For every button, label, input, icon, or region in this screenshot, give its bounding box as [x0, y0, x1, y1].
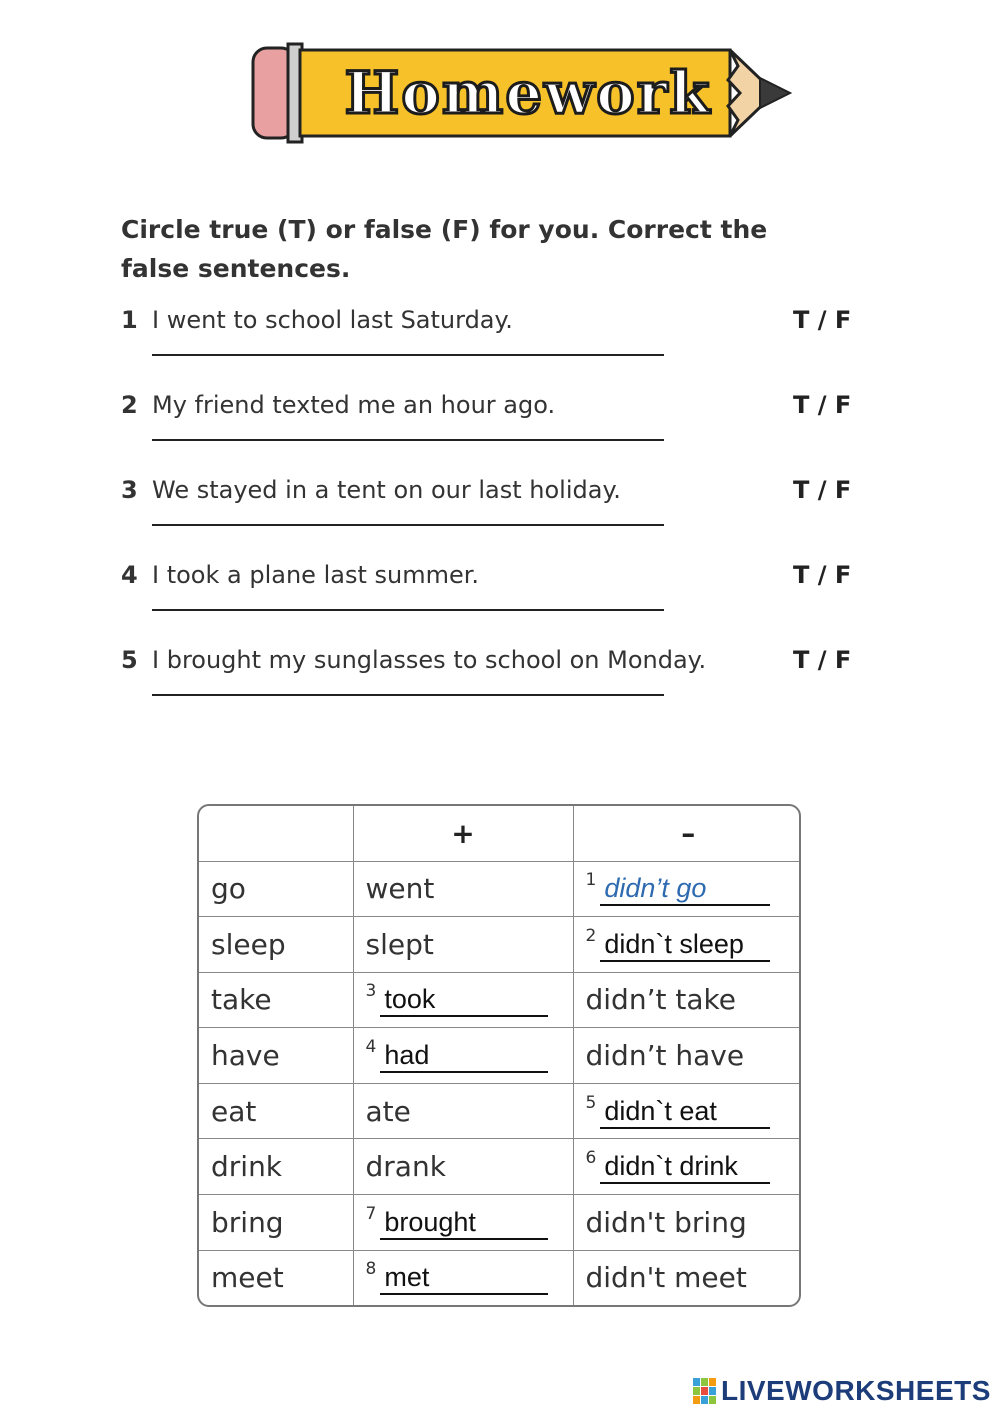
verb-table [197, 804, 801, 1307]
question-item [121, 306, 861, 386]
past-negative-cell [573, 917, 801, 973]
question-text: I went to school last Saturday. [152, 306, 513, 334]
past-positive: slept [353, 917, 573, 973]
question-text: My friend texted me an hour ago. [152, 391, 556, 419]
past-positive: went [353, 861, 573, 917]
header-minus: – [573, 806, 801, 861]
past-negative-cell [573, 1083, 801, 1139]
past-negative: didn't meet [573, 1250, 801, 1305]
question-number: 4 [121, 561, 138, 589]
header-base [199, 806, 353, 861]
answer-line[interactable] [152, 609, 664, 611]
table-header-row [199, 806, 801, 861]
gap-number: 7 [365, 1203, 377, 1224]
past-positive-cell [353, 1028, 573, 1084]
answer-field[interactable]: brought [380, 1207, 548, 1240]
gap-number: 3 [365, 981, 377, 1002]
table-row [199, 1195, 801, 1251]
table-row [199, 1028, 801, 1084]
question-number: 2 [121, 391, 138, 419]
true-false-choice[interactable]: T / F [793, 306, 852, 334]
base-verb: sleep [199, 917, 353, 973]
liveworksheets-logo[interactable] [693, 1374, 991, 1408]
past-positive: drank [353, 1139, 573, 1195]
true-false-choice[interactable]: T / F [793, 391, 852, 419]
answer-field[interactable]: met [380, 1262, 548, 1295]
answer-line[interactable] [152, 439, 664, 441]
past-negative-cell [573, 1139, 801, 1195]
question-item [121, 646, 861, 726]
past-positive-cell [353, 1195, 573, 1251]
gap-number: 8 [365, 1259, 377, 1280]
base-verb: bring [199, 1195, 353, 1251]
past-negative-cell [573, 861, 801, 917]
answer-line[interactable] [152, 524, 664, 526]
liveworksheets-logo-icon [693, 1378, 717, 1404]
table-row [199, 861, 801, 917]
past-positive-cell [353, 1250, 573, 1305]
question-text: We stayed in a tent on our last holiday. [152, 476, 621, 504]
question-number: 3 [121, 476, 138, 504]
base-verb: have [199, 1028, 353, 1084]
table-row [199, 1139, 801, 1195]
answer-field[interactable]: didn`t drink [600, 1151, 770, 1184]
answer-field[interactable]: took [380, 984, 548, 1017]
base-verb: drink [199, 1139, 353, 1195]
gap-number: 2 [585, 925, 597, 946]
base-verb: take [199, 972, 353, 1028]
true-false-choice[interactable]: T / F [793, 646, 852, 674]
gap-number: 1 [585, 870, 597, 891]
question-number: 5 [121, 646, 138, 674]
gap-number: 6 [585, 1148, 597, 1169]
question-text: I took a plane last summer. [152, 561, 480, 589]
past-negative: didn’t take [573, 972, 801, 1028]
table-row [199, 1083, 801, 1139]
homework-banner [250, 40, 795, 145]
table-row [199, 917, 801, 973]
question-item [121, 476, 861, 556]
example-answer: didn’t go [600, 873, 770, 906]
question-number: 1 [121, 306, 138, 334]
header-plus: + [353, 806, 573, 861]
banner-title: Homework [344, 59, 712, 127]
gap-number: 4 [365, 1037, 377, 1058]
logo-text: LIVEWORKSHEETS [721, 1375, 991, 1406]
answer-field[interactable]: didn`t eat [600, 1096, 770, 1129]
question-item [121, 391, 861, 471]
table-row [199, 972, 801, 1028]
answer-field[interactable]: didn`t sleep [600, 929, 770, 962]
base-verb: eat [199, 1083, 353, 1139]
table-row [199, 1250, 801, 1305]
answer-line[interactable] [152, 694, 664, 696]
instruction-text: Circle true (T) or false (F) for you. Correct the false sentences. [121, 215, 768, 283]
past-positive-cell [353, 972, 573, 1028]
base-verb: go [199, 861, 353, 917]
question-item [121, 561, 861, 641]
question-text: I brought my sunglasses to school on Monday. [152, 646, 707, 674]
past-negative: didn't bring [573, 1195, 801, 1251]
past-negative: didn’t have [573, 1028, 801, 1084]
true-false-choice[interactable]: T / F [793, 561, 852, 589]
answer-field[interactable]: had [380, 1040, 548, 1073]
past-positive: ate [353, 1083, 573, 1139]
answer-line[interactable] [152, 354, 664, 356]
true-false-choice[interactable]: T / F [793, 476, 852, 504]
base-verb: meet [199, 1250, 353, 1305]
gap-number: 5 [585, 1092, 597, 1113]
